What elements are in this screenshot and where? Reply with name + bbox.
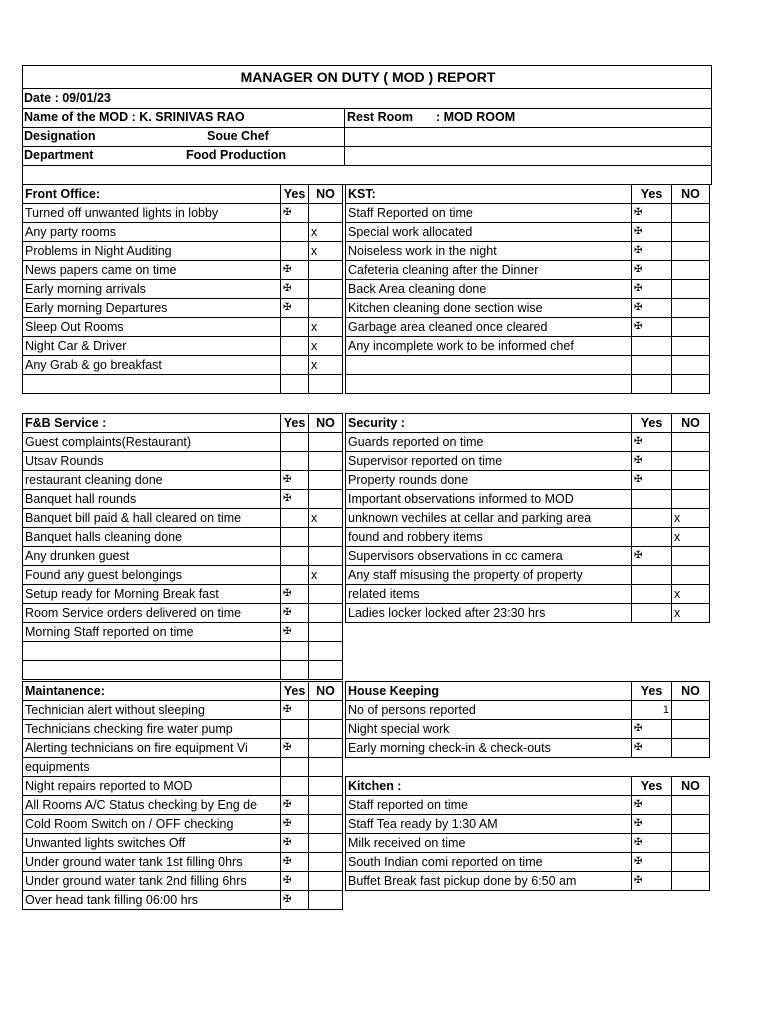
maintenance-yes-cell[interactable] bbox=[281, 777, 309, 796]
house-keeping-heading: House Keeping bbox=[346, 682, 632, 701]
kst-row bbox=[346, 242, 710, 261]
front-office-no-header: NO bbox=[309, 185, 343, 204]
fb-service-no-cell[interactable] bbox=[309, 547, 343, 566]
kitchen-no-cell[interactable] bbox=[672, 853, 710, 872]
maintenance-item-label: All Rooms A/C Status checking by Eng de bbox=[23, 796, 281, 815]
security-no-cell[interactable] bbox=[672, 566, 710, 585]
security-yes-cell[interactable]: ✠ bbox=[632, 452, 672, 471]
security-no-cell[interactable] bbox=[672, 433, 710, 452]
fb-service-no-cell[interactable] bbox=[309, 585, 343, 604]
security-item-label: Guards reported on time bbox=[346, 433, 632, 452]
maintenance-row bbox=[23, 853, 343, 872]
front-office-heading: Front Office: bbox=[23, 185, 281, 204]
kst-no-cell[interactable] bbox=[672, 261, 710, 280]
maintenance-no-header: NO bbox=[309, 682, 343, 701]
designation-value: Soue Chef bbox=[207, 129, 269, 143]
front-office-row bbox=[23, 356, 343, 375]
front-office-row bbox=[23, 318, 343, 337]
kitchen-no-cell[interactable] bbox=[672, 796, 710, 815]
fb-service-no-cell[interactable] bbox=[309, 604, 343, 623]
kst-no-cell[interactable] bbox=[672, 223, 710, 242]
security-table bbox=[345, 413, 710, 623]
fb-service-row bbox=[23, 547, 343, 566]
fb-service-row bbox=[23, 604, 343, 623]
kst-row bbox=[346, 223, 710, 242]
maintenance-no-cell[interactable] bbox=[309, 891, 343, 910]
fb-service-row bbox=[23, 490, 343, 509]
fb-service-item-label bbox=[23, 642, 281, 661]
fb-service-yes-cell[interactable] bbox=[281, 528, 309, 547]
security-item-label: related items bbox=[346, 585, 632, 604]
kst-item-label: Any incomplete work to be informed chef bbox=[346, 337, 632, 356]
maintenance-item-label: Technicians checking fire water pump bbox=[23, 720, 281, 739]
house-keeping-no-cell[interactable] bbox=[672, 720, 710, 739]
fb-service-heading: F&B Service : bbox=[23, 414, 281, 433]
front-office-item-label: Early morning arrivals bbox=[23, 280, 281, 299]
kitchen-heading: Kitchen : bbox=[346, 777, 632, 796]
maintenance-yes-cell[interactable] bbox=[281, 720, 309, 739]
kst-row bbox=[346, 299, 710, 318]
kst-yes-cell[interactable]: ✠ bbox=[632, 242, 672, 261]
kst-yes-cell[interactable]: ✠ bbox=[632, 280, 672, 299]
fb-service-no-cell[interactable] bbox=[309, 452, 343, 471]
kst-row bbox=[346, 318, 710, 337]
maintenance-row bbox=[23, 758, 343, 777]
fb-service-row bbox=[23, 623, 343, 642]
front-office-row bbox=[23, 280, 343, 299]
kitchen-no-header: NO bbox=[672, 777, 710, 796]
kst-no-cell[interactable] bbox=[672, 375, 710, 394]
maintenance-item-label: Under ground water tank 2nd filling 6hrs bbox=[23, 872, 281, 891]
fb-service-item-label: Morning Staff reported on time bbox=[23, 623, 281, 642]
fb-service-yes-cell[interactable] bbox=[281, 433, 309, 452]
front-office-no-cell[interactable]: x bbox=[309, 337, 343, 356]
front-office-item-label: Problems in Night Auditing bbox=[23, 242, 281, 261]
security-no-cell[interactable]: x bbox=[672, 604, 710, 623]
front-office-yes-cell[interactable] bbox=[281, 318, 309, 337]
front-office-no-cell[interactable] bbox=[309, 280, 343, 299]
front-office-no-cell[interactable] bbox=[309, 299, 343, 318]
security-no-cell[interactable] bbox=[672, 490, 710, 509]
front-office-row bbox=[23, 337, 343, 356]
fb-service-no-cell[interactable] bbox=[309, 471, 343, 490]
front-office-no-cell[interactable]: x bbox=[309, 356, 343, 375]
maintenance-yes-cell[interactable]: ✠ bbox=[281, 701, 309, 720]
kitchen-yes-header: Yes bbox=[632, 777, 672, 796]
fb-service-row bbox=[23, 528, 343, 547]
front-office-no-cell[interactable]: x bbox=[309, 318, 343, 337]
house-keeping-item-label: No of persons reported bbox=[346, 701, 632, 720]
kitchen-item-label: Staff reported on time bbox=[346, 796, 632, 815]
fb-service-no-cell[interactable]: x bbox=[309, 566, 343, 585]
house-keeping-yes-header: Yes bbox=[632, 682, 672, 701]
kst-heading: KST: bbox=[346, 185, 632, 204]
front-office-item-label: Turned off unwanted lights in lobby bbox=[23, 204, 281, 223]
kst-item-label: Noiseless work in the night bbox=[346, 242, 632, 261]
fb-service-yes-cell[interactable]: ✠ bbox=[281, 490, 309, 509]
maintenance-yes-cell[interactable]: ✠ bbox=[281, 739, 309, 758]
security-item-label: found and robbery items bbox=[346, 528, 632, 547]
security-row bbox=[346, 566, 710, 585]
kst-yes-cell[interactable]: ✠ bbox=[632, 261, 672, 280]
fb-service-no-cell[interactable] bbox=[309, 661, 343, 680]
maintenance-no-cell[interactable] bbox=[309, 701, 343, 720]
house-keeping-yes-cell[interactable]: 1 bbox=[632, 701, 672, 720]
front-office-yes-cell[interactable]: ✠ bbox=[281, 280, 309, 299]
fb-service-item-label: Found any guest belongings bbox=[23, 566, 281, 585]
maintenance-yes-header: Yes bbox=[281, 682, 309, 701]
front-office-item-label bbox=[23, 375, 281, 394]
front-office-no-cell[interactable]: x bbox=[309, 242, 343, 261]
maintenance-row bbox=[23, 739, 343, 758]
fb-service-yes-cell[interactable]: ✠ bbox=[281, 623, 309, 642]
fb-service-yes-cell[interactable] bbox=[281, 661, 309, 680]
kst-no-cell[interactable] bbox=[672, 356, 710, 375]
kst-item-label bbox=[346, 375, 632, 394]
kst-item-label: Special work allocated bbox=[346, 223, 632, 242]
front-office-item-label: Sleep Out Rooms bbox=[23, 318, 281, 337]
security-row bbox=[346, 585, 710, 604]
security-no-header: NO bbox=[672, 414, 710, 433]
front-office-row bbox=[23, 242, 343, 261]
security-no-cell[interactable]: x bbox=[672, 585, 710, 604]
maintenance-no-cell[interactable] bbox=[309, 777, 343, 796]
security-row bbox=[346, 528, 710, 547]
front-office-row bbox=[23, 299, 343, 318]
kst-yes-cell[interactable] bbox=[632, 375, 672, 394]
designation-label: Designation bbox=[24, 129, 96, 143]
maintenance-item-label: Cold Room Switch on / OFF checking bbox=[23, 815, 281, 834]
security-row bbox=[346, 604, 710, 623]
fb-service-item-label: Utsav Rounds bbox=[23, 452, 281, 471]
maintenance-yes-cell[interactable]: ✠ bbox=[281, 815, 309, 834]
security-no-cell[interactable]: x bbox=[672, 509, 710, 528]
front-office-yes-cell[interactable] bbox=[281, 375, 309, 394]
rest-room-label: Rest Room bbox=[347, 110, 413, 124]
fb-service-no-cell[interactable]: x bbox=[309, 509, 343, 528]
kst-yes-header: Yes bbox=[632, 185, 672, 204]
maintenance-row bbox=[23, 796, 343, 815]
maintenance-no-cell[interactable] bbox=[309, 796, 343, 815]
kst-item-label: Back Area cleaning done bbox=[346, 280, 632, 299]
security-yes-cell[interactable]: ✠ bbox=[632, 547, 672, 566]
maintenance-yes-cell[interactable]: ✠ bbox=[281, 834, 309, 853]
kitchen-no-cell[interactable] bbox=[672, 872, 710, 891]
kst-yes-cell[interactable]: ✠ bbox=[632, 204, 672, 223]
security-header-row bbox=[346, 414, 710, 433]
kitchen-header-row bbox=[346, 777, 710, 796]
front-office-yes-cell[interactable] bbox=[281, 356, 309, 375]
fb-service-row bbox=[23, 509, 343, 528]
kitchen-yes-cell[interactable]: ✠ bbox=[632, 796, 672, 815]
front-office-item-label: Any party rooms bbox=[23, 223, 281, 242]
maintenance-heading: Maintanence: bbox=[23, 682, 281, 701]
maintenance-yes-cell[interactable]: ✠ bbox=[281, 853, 309, 872]
kitchen-row bbox=[346, 872, 710, 891]
security-yes-cell[interactable] bbox=[632, 566, 672, 585]
kst-row bbox=[346, 375, 710, 394]
security-row bbox=[346, 490, 710, 509]
maintenance-header-row bbox=[23, 682, 343, 701]
front-office-header-row bbox=[23, 185, 343, 204]
security-no-cell[interactable]: x bbox=[672, 528, 710, 547]
house-keeping-header-row bbox=[346, 682, 710, 701]
front-office-item-label: News papers came on time bbox=[23, 261, 281, 280]
fb-service-row bbox=[23, 661, 343, 680]
maintenance-row bbox=[23, 720, 343, 739]
fb-service-row bbox=[23, 585, 343, 604]
front-office-row bbox=[23, 261, 343, 280]
maintenance-no-cell[interactable] bbox=[309, 758, 343, 777]
kst-no-cell[interactable] bbox=[672, 280, 710, 299]
kst-table bbox=[345, 184, 710, 394]
maintenance-row bbox=[23, 701, 343, 720]
kst-row bbox=[346, 204, 710, 223]
house-keeping-item-label: Night special work bbox=[346, 720, 632, 739]
kitchen-item-label: Milk received on time bbox=[346, 834, 632, 853]
security-yes-cell[interactable] bbox=[632, 604, 672, 623]
kitchen-no-cell[interactable] bbox=[672, 834, 710, 853]
fb-service-no-cell[interactable] bbox=[309, 642, 343, 661]
house-keeping-yes-cell[interactable]: ✠ bbox=[632, 720, 672, 739]
kitchen-no-cell[interactable] bbox=[672, 815, 710, 834]
kst-item-label bbox=[346, 356, 632, 375]
report-title: MANAGER ON DUTY ( MOD ) REPORT bbox=[240, 69, 496, 85]
security-yes-cell[interactable] bbox=[632, 528, 672, 547]
front-office-item-label: Early morning Departures bbox=[23, 299, 281, 318]
maintenance-item-label: Technician alert without sleeping bbox=[23, 701, 281, 720]
security-no-cell[interactable] bbox=[672, 547, 710, 566]
security-item-label: Any staff misusing the property of property bbox=[346, 566, 632, 585]
fb-service-row bbox=[23, 642, 343, 661]
fb-service-yes-cell[interactable]: ✠ bbox=[281, 585, 309, 604]
fb-service-row bbox=[23, 433, 343, 452]
maintenance-item-label: Alerting technicians on fire equipment Vi bbox=[23, 739, 281, 758]
kst-row bbox=[346, 280, 710, 299]
rest-room-value: : MOD ROOM bbox=[436, 110, 516, 124]
maintenance-item-label: equipments bbox=[23, 758, 281, 777]
front-office-no-cell[interactable] bbox=[309, 375, 343, 394]
maintenance-row bbox=[23, 777, 343, 796]
maintenance-item-label: Night repairs reported to MOD bbox=[23, 777, 281, 796]
fb-service-row bbox=[23, 452, 343, 471]
security-row bbox=[346, 547, 710, 566]
front-office-no-cell[interactable] bbox=[309, 204, 343, 223]
kst-no-cell[interactable] bbox=[672, 204, 710, 223]
security-row bbox=[346, 471, 710, 490]
maintenance-no-cell[interactable] bbox=[309, 853, 343, 872]
house-keeping-row bbox=[346, 720, 710, 739]
maintenance-yes-cell[interactable] bbox=[281, 758, 309, 777]
kst-yes-cell[interactable] bbox=[632, 337, 672, 356]
kitchen-yes-cell[interactable]: ✠ bbox=[632, 815, 672, 834]
kst-row bbox=[346, 337, 710, 356]
fb-service-yes-cell[interactable] bbox=[281, 509, 309, 528]
security-item-label: Important observations informed to MOD bbox=[346, 490, 632, 509]
security-row bbox=[346, 433, 710, 452]
kst-row bbox=[346, 356, 710, 375]
kst-item-label: Cafeteria cleaning after the Dinner bbox=[346, 261, 632, 280]
kitchen-item-label: Buffet Break fast pickup done by 6:50 am bbox=[346, 872, 632, 891]
fb-service-no-cell[interactable] bbox=[309, 528, 343, 547]
kst-no-cell[interactable] bbox=[672, 337, 710, 356]
fb-service-item-label: Banquet bill paid & hall cleared on time bbox=[23, 509, 281, 528]
house-keeping-no-header: NO bbox=[672, 682, 710, 701]
maintenance-row bbox=[23, 872, 343, 891]
fb-service-item-label: Banquet halls cleaning done bbox=[23, 528, 281, 547]
front-office-no-cell[interactable] bbox=[309, 261, 343, 280]
fb-service-yes-cell[interactable]: ✠ bbox=[281, 604, 309, 623]
security-item-label: unknown vechiles at cellar and parking area bbox=[346, 509, 632, 528]
fb-service-table bbox=[22, 413, 343, 680]
maintenance-item-label: Over head tank filling 06:00 hrs bbox=[23, 891, 281, 910]
maintenance-yes-cell[interactable]: ✠ bbox=[281, 796, 309, 815]
kst-no-header: NO bbox=[672, 185, 710, 204]
fb-service-item-label: Any drunken guest bbox=[23, 547, 281, 566]
kst-item-label: Kitchen cleaning done section wise bbox=[346, 299, 632, 318]
kst-row bbox=[346, 261, 710, 280]
front-office-table bbox=[22, 184, 343, 394]
front-office-item-label: Any Grab & go breakfast bbox=[23, 356, 281, 375]
fb-service-no-cell[interactable] bbox=[309, 433, 343, 452]
fb-service-row bbox=[23, 566, 343, 585]
fb-service-item-label: Guest complaints(Restaurant) bbox=[23, 433, 281, 452]
kst-no-cell[interactable] bbox=[672, 242, 710, 261]
security-item-label: Ladies locker locked after 23:30 hrs bbox=[346, 604, 632, 623]
fb-service-yes-cell[interactable]: ✠ bbox=[281, 471, 309, 490]
department-label: Department bbox=[24, 148, 94, 162]
front-office-row bbox=[23, 204, 343, 223]
maintenance-item-label: Unwanted lights switches Off bbox=[23, 834, 281, 853]
front-office-item-label: Night Car & Driver bbox=[23, 337, 281, 356]
front-office-yes-cell[interactable]: ✠ bbox=[281, 204, 309, 223]
security-item-label: Property rounds done bbox=[346, 471, 632, 490]
front-office-yes-cell[interactable] bbox=[281, 337, 309, 356]
house-keeping-item-label: Early morning check-in & check-outs bbox=[346, 739, 632, 758]
front-office-yes-cell[interactable] bbox=[281, 242, 309, 261]
front-office-yes-header: Yes bbox=[281, 185, 309, 204]
fb-service-no-header: NO bbox=[309, 414, 343, 433]
kitchen-row bbox=[346, 796, 710, 815]
fb-service-header-row bbox=[23, 414, 343, 433]
front-office-yes-cell[interactable]: ✠ bbox=[281, 299, 309, 318]
kitchen-item-label: South Indian comi reported on time bbox=[346, 853, 632, 872]
house-keeping-row bbox=[346, 739, 710, 758]
fb-service-item-label: Setup ready for Morning Break fast bbox=[23, 585, 281, 604]
security-yes-header: Yes bbox=[632, 414, 672, 433]
kitchen-yes-cell[interactable]: ✠ bbox=[632, 872, 672, 891]
maintenance-no-cell[interactable] bbox=[309, 872, 343, 891]
report-date: Date : 09/01/23 bbox=[24, 91, 111, 105]
security-no-cell[interactable] bbox=[672, 452, 710, 471]
maintenance-table bbox=[22, 681, 343, 910]
maintenance-no-cell[interactable] bbox=[309, 739, 343, 758]
front-office-yes-cell[interactable]: ✠ bbox=[281, 261, 309, 280]
front-office-row bbox=[23, 223, 343, 242]
maintenance-no-cell[interactable] bbox=[309, 834, 343, 853]
kst-item-label: Staff Reported on time bbox=[346, 204, 632, 223]
maintenance-yes-cell[interactable]: ✠ bbox=[281, 891, 309, 910]
kst-yes-cell[interactable]: ✠ bbox=[632, 299, 672, 318]
kitchen-yes-cell[interactable]: ✠ bbox=[632, 834, 672, 853]
security-row bbox=[346, 509, 710, 528]
maintenance-no-cell[interactable] bbox=[309, 720, 343, 739]
house-keeping-yes-cell[interactable]: ✠ bbox=[632, 739, 672, 758]
kst-no-cell[interactable] bbox=[672, 299, 710, 318]
front-office-yes-cell[interactable] bbox=[281, 223, 309, 242]
security-heading: Security : bbox=[346, 414, 632, 433]
front-office-no-cell[interactable]: x bbox=[309, 223, 343, 242]
security-item-label: Supervisor reported on time bbox=[346, 452, 632, 471]
kitchen-table bbox=[345, 776, 710, 891]
kitchen-row bbox=[346, 853, 710, 872]
fb-service-yes-cell[interactable] bbox=[281, 547, 309, 566]
security-no-cell[interactable] bbox=[672, 471, 710, 490]
fb-service-no-cell[interactable] bbox=[309, 623, 343, 642]
fb-service-no-cell[interactable] bbox=[309, 490, 343, 509]
security-item-label: Supervisors observations in cc camera bbox=[346, 547, 632, 566]
house-keeping-no-cell[interactable] bbox=[672, 701, 710, 720]
fb-service-item-label: Banquet hall rounds bbox=[23, 490, 281, 509]
department-value: Food Production bbox=[186, 148, 286, 162]
fb-service-yes-cell[interactable] bbox=[281, 566, 309, 585]
kitchen-row bbox=[346, 815, 710, 834]
security-yes-cell[interactable]: ✠ bbox=[632, 433, 672, 452]
kst-yes-cell[interactable] bbox=[632, 356, 672, 375]
fb-service-item-label: Room Service orders delivered on time bbox=[23, 604, 281, 623]
security-yes-cell[interactable]: ✠ bbox=[632, 471, 672, 490]
fb-service-yes-cell[interactable] bbox=[281, 642, 309, 661]
kst-header-row bbox=[346, 185, 710, 204]
kst-yes-cell[interactable]: ✠ bbox=[632, 223, 672, 242]
house-keeping-no-cell[interactable] bbox=[672, 739, 710, 758]
security-yes-cell[interactable] bbox=[632, 585, 672, 604]
security-yes-cell[interactable] bbox=[632, 509, 672, 528]
house-keeping-row bbox=[346, 701, 710, 720]
house-keeping-table bbox=[345, 681, 710, 758]
maintenance-item-label: Under ground water tank 1st filling 0hrs bbox=[23, 853, 281, 872]
maintenance-row bbox=[23, 834, 343, 853]
maintenance-row bbox=[23, 815, 343, 834]
maintenance-yes-cell[interactable]: ✠ bbox=[281, 872, 309, 891]
security-yes-cell[interactable] bbox=[632, 490, 672, 509]
kst-no-cell[interactable] bbox=[672, 318, 710, 337]
fb-service-yes-header: Yes bbox=[281, 414, 309, 433]
maintenance-no-cell[interactable] bbox=[309, 815, 343, 834]
fb-service-row bbox=[23, 471, 343, 490]
security-row bbox=[346, 452, 710, 471]
kitchen-item-label: Staff Tea ready by 1:30 AM bbox=[346, 815, 632, 834]
front-office-row bbox=[23, 375, 343, 394]
kst-item-label: Garbage area cleaned once cleared bbox=[346, 318, 632, 337]
kitchen-yes-cell[interactable]: ✠ bbox=[632, 853, 672, 872]
maintenance-row bbox=[23, 891, 343, 910]
kitchen-row bbox=[346, 834, 710, 853]
mod-name: Name of the MOD : K. SRINIVAS RAO bbox=[24, 110, 245, 124]
fb-service-item-label: restaurant cleaning done bbox=[23, 471, 281, 490]
kst-yes-cell[interactable]: ✠ bbox=[632, 318, 672, 337]
fb-service-item-label bbox=[23, 661, 281, 680]
fb-service-yes-cell[interactable] bbox=[281, 452, 309, 471]
